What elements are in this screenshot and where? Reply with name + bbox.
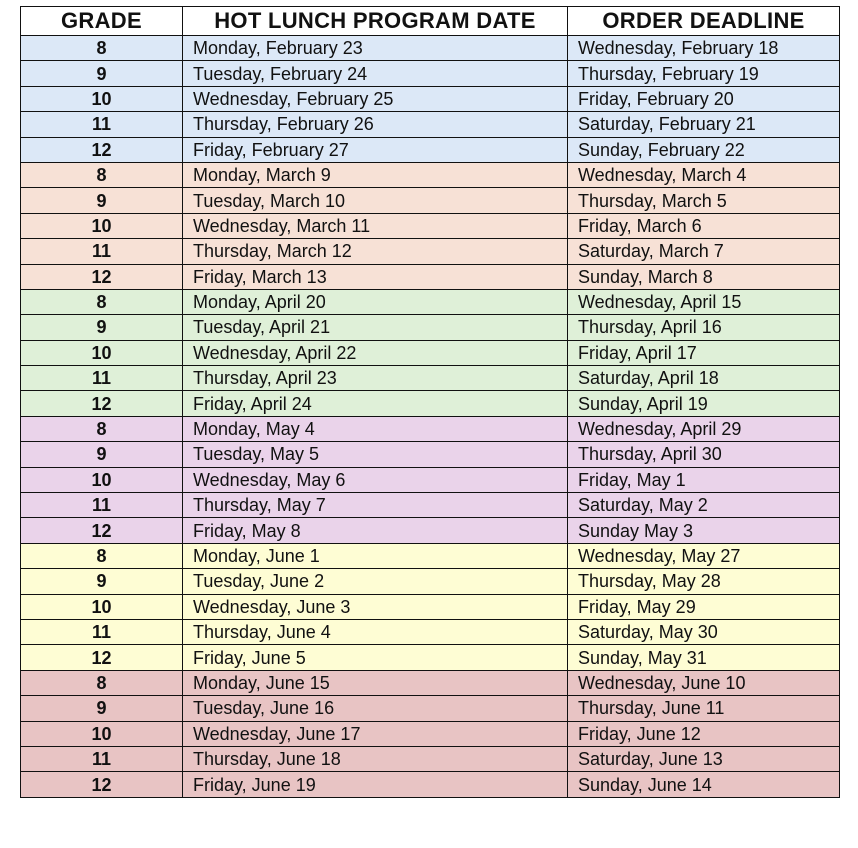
program-date-cell: Tuesday, February 24 — [183, 61, 568, 86]
table-row — [21, 61, 840, 86]
column-header-grade: GRADE — [21, 7, 183, 36]
table-row — [21, 264, 840, 289]
order-deadline-cell: Friday, May 1 — [568, 467, 840, 492]
table-row — [21, 518, 840, 543]
table-row — [21, 391, 840, 416]
table-row — [21, 594, 840, 619]
table-row — [21, 315, 840, 340]
table-row — [21, 670, 840, 695]
order-deadline-cell: Friday, June 12 — [568, 721, 840, 746]
program-date-cell: Friday, April 24 — [183, 391, 568, 416]
grade-cell: 9 — [21, 442, 183, 467]
table-row — [21, 569, 840, 594]
grade-cell: 11 — [21, 239, 183, 264]
program-date-cell: Wednesday, March 11 — [183, 213, 568, 238]
grade-cell: 11 — [21, 746, 183, 771]
program-date-cell: Monday, April 20 — [183, 289, 568, 314]
program-date-cell: Thursday, February 26 — [183, 112, 568, 137]
grade-cell: 12 — [21, 264, 183, 289]
program-date-cell: Wednesday, June 3 — [183, 594, 568, 619]
order-deadline-cell: Saturday, May 2 — [568, 493, 840, 518]
table-row — [21, 543, 840, 568]
grade-cell: 9 — [21, 696, 183, 721]
table-row — [21, 162, 840, 187]
order-deadline-cell: Wednesday, May 27 — [568, 543, 840, 568]
table-row — [21, 36, 840, 61]
order-deadline-cell: Wednesday, March 4 — [568, 162, 840, 187]
order-deadline-cell: Sunday, June 14 — [568, 772, 840, 797]
program-date-cell: Thursday, April 23 — [183, 366, 568, 391]
order-deadline-cell: Thursday, May 28 — [568, 569, 840, 594]
table-row — [21, 289, 840, 314]
grade-cell: 12 — [21, 518, 183, 543]
table-row — [21, 645, 840, 670]
program-date-cell: Friday, May 8 — [183, 518, 568, 543]
order-deadline-cell: Friday, February 20 — [568, 86, 840, 111]
grade-cell: 9 — [21, 569, 183, 594]
grade-cell: 10 — [21, 86, 183, 111]
grade-cell: 11 — [21, 112, 183, 137]
table-row — [21, 340, 840, 365]
grade-cell: 8 — [21, 162, 183, 187]
program-date-cell: Monday, May 4 — [183, 416, 568, 441]
grade-cell: 8 — [21, 289, 183, 314]
program-date-cell: Tuesday, June 16 — [183, 696, 568, 721]
grade-cell: 9 — [21, 315, 183, 340]
table-row — [21, 366, 840, 391]
order-deadline-cell: Saturday, June 13 — [568, 746, 840, 771]
grade-cell: 11 — [21, 366, 183, 391]
order-deadline-cell: Friday, May 29 — [568, 594, 840, 619]
grade-cell: 11 — [21, 619, 183, 644]
grade-cell: 10 — [21, 213, 183, 238]
order-deadline-cell: Saturday, May 30 — [568, 619, 840, 644]
program-date-cell: Wednesday, February 25 — [183, 86, 568, 111]
program-date-cell: Thursday, June 18 — [183, 746, 568, 771]
order-deadline-cell: Wednesday, April 15 — [568, 289, 840, 314]
table-row — [21, 746, 840, 771]
program-date-cell: Friday, February 27 — [183, 137, 568, 162]
grade-cell: 10 — [21, 721, 183, 746]
table-row — [21, 213, 840, 238]
program-date-cell: Monday, June 15 — [183, 670, 568, 695]
order-deadline-cell: Wednesday, June 10 — [568, 670, 840, 695]
table-row — [21, 86, 840, 111]
column-header-order-deadline: ORDER DEADLINE — [568, 7, 840, 36]
order-deadline-cell: Thursday, February 19 — [568, 61, 840, 86]
table-row — [21, 416, 840, 441]
table-row — [21, 188, 840, 213]
column-header-program-date: HOT LUNCH PROGRAM DATE — [183, 7, 568, 36]
grade-cell: 9 — [21, 188, 183, 213]
grade-cell: 12 — [21, 391, 183, 416]
table-row — [21, 467, 840, 492]
grade-cell: 12 — [21, 645, 183, 670]
hot-lunch-schedule — [20, 6, 840, 798]
program-date-cell: Wednesday, April 22 — [183, 340, 568, 365]
order-deadline-cell: Saturday, March 7 — [568, 239, 840, 264]
order-deadline-cell: Saturday, February 21 — [568, 112, 840, 137]
schedule-table — [20, 6, 840, 798]
table-row — [21, 772, 840, 797]
table-row — [21, 112, 840, 137]
order-deadline-cell: Thursday, April 30 — [568, 442, 840, 467]
order-deadline-cell: Sunday May 3 — [568, 518, 840, 543]
program-date-cell: Monday, February 23 — [183, 36, 568, 61]
program-date-cell: Monday, June 1 — [183, 543, 568, 568]
program-date-cell: Thursday, June 4 — [183, 619, 568, 644]
table-row — [21, 721, 840, 746]
table-header — [21, 7, 840, 36]
program-date-cell: Friday, March 13 — [183, 264, 568, 289]
order-deadline-cell: Thursday, April 16 — [568, 315, 840, 340]
table-body — [21, 36, 840, 798]
grade-cell: 12 — [21, 772, 183, 797]
program-date-cell: Tuesday, May 5 — [183, 442, 568, 467]
program-date-cell: Wednesday, June 17 — [183, 721, 568, 746]
grade-cell: 8 — [21, 543, 183, 568]
program-date-cell: Thursday, May 7 — [183, 493, 568, 518]
grade-cell: 8 — [21, 670, 183, 695]
program-date-cell: Friday, June 19 — [183, 772, 568, 797]
grade-cell: 8 — [21, 36, 183, 61]
program-date-cell: Friday, June 5 — [183, 645, 568, 670]
table-row — [21, 696, 840, 721]
table-row — [21, 619, 840, 644]
grade-cell: 10 — [21, 467, 183, 492]
order-deadline-cell: Sunday, February 22 — [568, 137, 840, 162]
table-row — [21, 493, 840, 518]
order-deadline-cell: Sunday, April 19 — [568, 391, 840, 416]
order-deadline-cell: Sunday, March 8 — [568, 264, 840, 289]
program-date-cell: Wednesday, May 6 — [183, 467, 568, 492]
order-deadline-cell: Saturday, April 18 — [568, 366, 840, 391]
order-deadline-cell: Thursday, March 5 — [568, 188, 840, 213]
grade-cell: 11 — [21, 493, 183, 518]
order-deadline-cell: Wednesday, February 18 — [568, 36, 840, 61]
grade-cell: 12 — [21, 137, 183, 162]
grade-cell: 8 — [21, 416, 183, 441]
grade-cell: 10 — [21, 594, 183, 619]
order-deadline-cell: Thursday, June 11 — [568, 696, 840, 721]
order-deadline-cell: Friday, March 6 — [568, 213, 840, 238]
header-row — [21, 7, 840, 36]
order-deadline-cell: Sunday, May 31 — [568, 645, 840, 670]
order-deadline-cell: Friday, April 17 — [568, 340, 840, 365]
order-deadline-cell: Wednesday, April 29 — [568, 416, 840, 441]
grade-cell: 9 — [21, 61, 183, 86]
program-date-cell: Tuesday, April 21 — [183, 315, 568, 340]
table-row — [21, 239, 840, 264]
program-date-cell: Tuesday, June 2 — [183, 569, 568, 594]
program-date-cell: Tuesday, March 10 — [183, 188, 568, 213]
table-row — [21, 442, 840, 467]
table-row — [21, 137, 840, 162]
program-date-cell: Thursday, March 12 — [183, 239, 568, 264]
program-date-cell: Monday, March 9 — [183, 162, 568, 187]
grade-cell: 10 — [21, 340, 183, 365]
